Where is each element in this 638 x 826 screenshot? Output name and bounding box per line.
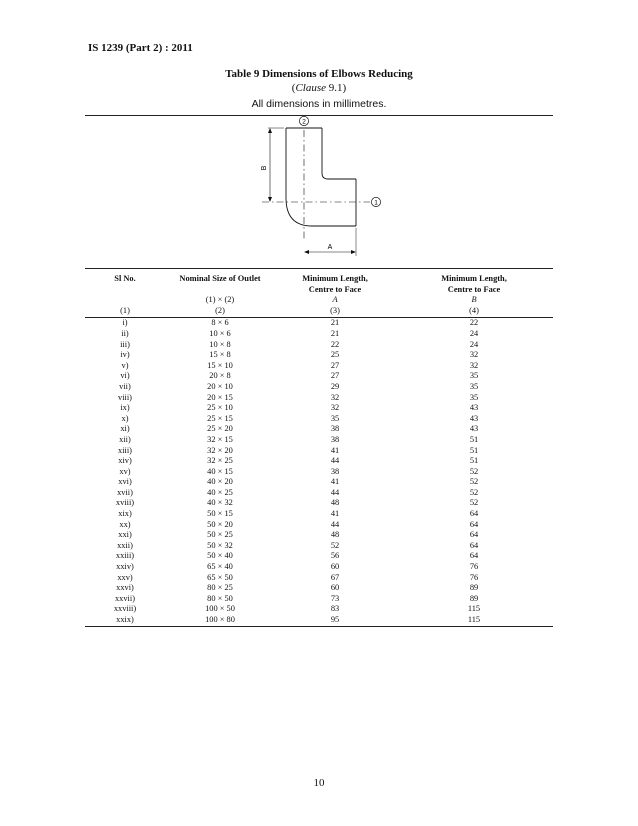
length-a-cell: 32 [330,403,340,413]
table-row [85,382,553,393]
length-a-cell: 48 [330,530,340,540]
sl-no-cell: v) [121,360,129,370]
sl-no-cell: xi) [120,424,130,434]
sl-no-cell: ix) [120,403,130,413]
sl-no-cell: xvii) [117,487,133,497]
length-b-cell: 115 [395,615,553,626]
nominal-size-cell: 40 × 15 [207,466,233,476]
length-b-cell: 89 [469,593,479,603]
table-title: Table 9 Dimensions of Elbows Reducing [225,68,413,80]
dimension-a-label: A [327,244,333,251]
callout-1-label: 1 [374,199,378,207]
table-row [85,594,553,605]
sl-no-cell: xxvi) [116,583,134,593]
sl-no-cell: xix) [118,509,132,519]
sl-no-cell: xxvii) [114,593,135,603]
standard-header: IS 1239 (Part 2) : 2011 [88,42,193,54]
header-nominal-size: Nominal Size of Outlet [179,274,261,283]
table-subheader-row [85,295,553,306]
length-b-cell: 35 [469,392,479,402]
length-b-cell: 35 [469,371,479,381]
clause-reference: (Clause 9.1) [291,82,347,94]
nominal-size-cell: 25 × 10 [207,403,233,413]
table-row [85,467,553,478]
length-b-cell: 32 [469,350,479,360]
header-length-a [275,274,395,295]
nominal-size-cell: 32 × 15 [207,434,233,444]
nominal-size-cell: 40 × 32 [207,498,233,508]
header-length-a-line1: Minimum Length, [302,274,368,283]
length-a-cell: 60 [330,583,340,593]
column-number: (1) [85,306,165,318]
clause-label: Clause [295,82,327,94]
dimension-b-arrow-bottom [268,197,272,202]
table-row [85,414,553,425]
length-b-cell: 52 [469,498,479,508]
dimension-b-label: B [261,165,268,171]
dimension-b-arrow-top [268,128,272,133]
length-a-cell: 44 [330,456,340,466]
table-row [85,393,553,404]
column-number-row [85,306,553,318]
nominal-size-cell: 65 × 50 [207,572,233,582]
table-row [85,361,553,372]
sl-no-cell: xxii) [117,540,133,550]
length-a-cell: 83 [330,604,340,614]
sl-no-cell: xxiii) [115,551,135,561]
elbow-drawing [250,116,400,264]
sl-no-cell: iv) [120,350,130,360]
length-a-cell: 27 [330,371,340,381]
sl-no-cell: i) [122,318,128,328]
nominal-size-cell: 50 × 40 [207,551,233,561]
table-row [85,583,553,594]
table-row [85,329,553,340]
sl-no-cell: xxi) [118,530,132,540]
nominal-size-cell: 32 × 20 [207,445,233,455]
nominal-size-cell: 25 × 15 [207,413,233,423]
length-b-cell: 64 [469,519,479,529]
length-b-cell: 24 [469,339,479,349]
nominal-size-cell: 15 × 8 [209,350,231,360]
length-b-cell: 35 [469,381,479,391]
length-a-cell: 41 [330,445,340,455]
nominal-size-cell: 32 × 25 [207,456,233,466]
table-row [85,488,553,499]
elbow-figure [250,116,400,269]
header-length-b-line2: Centre to Face [447,284,501,294]
table-body [85,318,553,626]
table-title-block [0,68,638,94]
table-row [85,509,553,520]
sl-no-cell: xvi) [118,477,132,487]
length-a-cell: 25 [330,350,340,360]
column-number: (3) [275,306,395,318]
nominal-size-cell: 40 × 25 [207,487,233,497]
sl-no-cell: xxix) [85,615,165,626]
length-a-cell: 35 [330,413,340,423]
table-row [85,551,553,562]
table-row [85,604,553,615]
inner-bend-curve [322,173,356,179]
length-a-cell: 67 [330,572,340,582]
header-length-b-line1: Minimum Length, [441,274,507,283]
table-row [85,340,553,351]
length-a-cell: 38 [330,434,340,444]
nominal-size-cell: 50 × 32 [207,540,233,550]
nominal-size-cell: 40 × 20 [207,477,233,487]
length-a-cell: 21 [330,328,340,338]
table-row [85,615,553,626]
length-a-cell: 38 [330,424,340,434]
nominal-size-cell: 20 × 15 [207,392,233,402]
table-row [85,530,553,541]
length-a-cell: 21 [330,318,340,328]
sl-no-cell: ii) [121,328,129,338]
dimension-a-arrow-right [351,250,356,254]
length-b-cell: 52 [469,466,479,476]
subheader-b: B [471,295,477,305]
length-a-cell: 29 [330,381,340,391]
header-length-a-line2: Centre to Face [308,284,362,294]
nominal-size-cell: 8 × 6 [211,318,229,328]
subheader-a: A [332,295,338,305]
nominal-size-cell: 10 × 8 [209,339,231,349]
table-row [85,435,553,446]
nominal-size-cell: 20 × 8 [209,371,231,381]
length-a-cell: 60 [330,562,340,572]
table-row [85,403,553,414]
sl-no-cell: viii) [118,392,132,402]
clause-number: 9.1 [326,82,343,94]
sl-no-cell: xv) [119,466,131,476]
length-b-cell: 51 [469,445,479,455]
table-row [85,446,553,457]
table-row [85,424,553,435]
nominal-size-cell: 50 × 20 [207,519,233,529]
length-a-cell: 41 [330,477,340,487]
sl-no-cell: xii) [119,434,131,444]
nominal-size-cell: 15 × 10 [207,360,233,370]
sl-no-cell: xxviii) [113,604,137,614]
length-b-cell: 64 [469,540,479,550]
length-a-cell: 73 [330,593,340,603]
table-row [85,456,553,467]
length-a-cell: 52 [330,540,340,550]
length-b-cell: 76 [469,562,479,572]
subheader-empty [85,295,165,306]
dimensions-table [85,274,553,627]
table-row [85,350,553,361]
length-b-cell: 43 [469,413,479,423]
header-length-b [395,274,553,295]
nominal-size-cell: 80 × 50 [207,593,233,603]
length-a-cell: 32 [330,392,340,402]
length-a-cell: 41 [330,509,340,519]
length-b-cell: 89 [469,583,479,593]
sl-no-cell: vii) [119,381,131,391]
page-number: 10 [313,777,325,789]
length-b-cell: 24 [469,328,479,338]
length-a-cell: 27 [330,360,340,370]
length-b-cell: 64 [469,551,479,561]
sl-no-cell: xviii) [115,498,135,508]
length-a-cell: 22 [330,339,340,349]
length-b-cell: 43 [469,403,479,413]
nominal-size-cell: 65 × 40 [207,562,233,572]
callout-2-label: 2 [302,118,306,126]
sl-no-cell: xxv) [117,572,133,582]
length-a-cell: 48 [330,498,340,508]
sl-no-cell: xxiv) [116,562,134,572]
column-number: (4) [395,306,553,318]
nominal-size-cell: 100 × 50 [205,604,235,614]
table-row [85,573,553,584]
sl-no-cell: xx) [119,519,131,529]
column-number: (2) [165,306,275,318]
nominal-size-cell: 80 × 25 [207,583,233,593]
length-a-cell: 95 [275,615,395,626]
length-b-cell: 64 [469,530,479,540]
length-b-cell: 64 [469,509,479,519]
table-top-rule [85,268,553,269]
subheader-size: (1) × (2) [205,295,235,305]
nominal-size-cell: 50 × 25 [207,530,233,540]
length-a-cell: 56 [330,551,340,561]
table-row [85,562,553,573]
length-b-cell: 115 [467,604,481,614]
units-note: All dimensions in millimetres. [251,98,387,110]
sl-no-cell: iii) [120,339,130,349]
dimension-a-arrow-left [304,250,309,254]
length-a-cell: 44 [330,487,340,497]
length-a-cell: 38 [330,466,340,476]
table-row [85,498,553,509]
length-a-cell: 44 [330,519,340,529]
header-sl-no: Sl No. [114,274,136,283]
table-row [85,371,553,382]
length-b-cell: 51 [469,456,479,466]
sl-no-cell: vi) [120,371,130,381]
nominal-size-cell: 20 × 10 [207,381,233,391]
nominal-size-cell: 100 × 80 [165,615,275,626]
table-header-row [85,274,553,295]
table-row [85,477,553,488]
table-row [85,318,553,329]
nominal-size-cell: 10 × 6 [209,328,231,338]
length-b-cell: 52 [469,487,479,497]
length-b-cell: 22 [469,318,479,328]
nominal-size-cell: 50 × 15 [207,509,233,519]
table-row [85,541,553,552]
length-b-cell: 51 [469,434,479,444]
sl-no-cell: x) [121,413,129,423]
length-b-cell: 43 [469,424,479,434]
length-b-cell: 32 [469,360,479,370]
sl-no-cell: xiii) [118,445,132,455]
nominal-size-cell: 25 × 20 [207,424,233,434]
table-row [85,520,553,531]
length-b-cell: 76 [469,572,479,582]
length-b-cell: 52 [469,477,479,487]
sl-no-cell: xiv) [118,456,132,466]
